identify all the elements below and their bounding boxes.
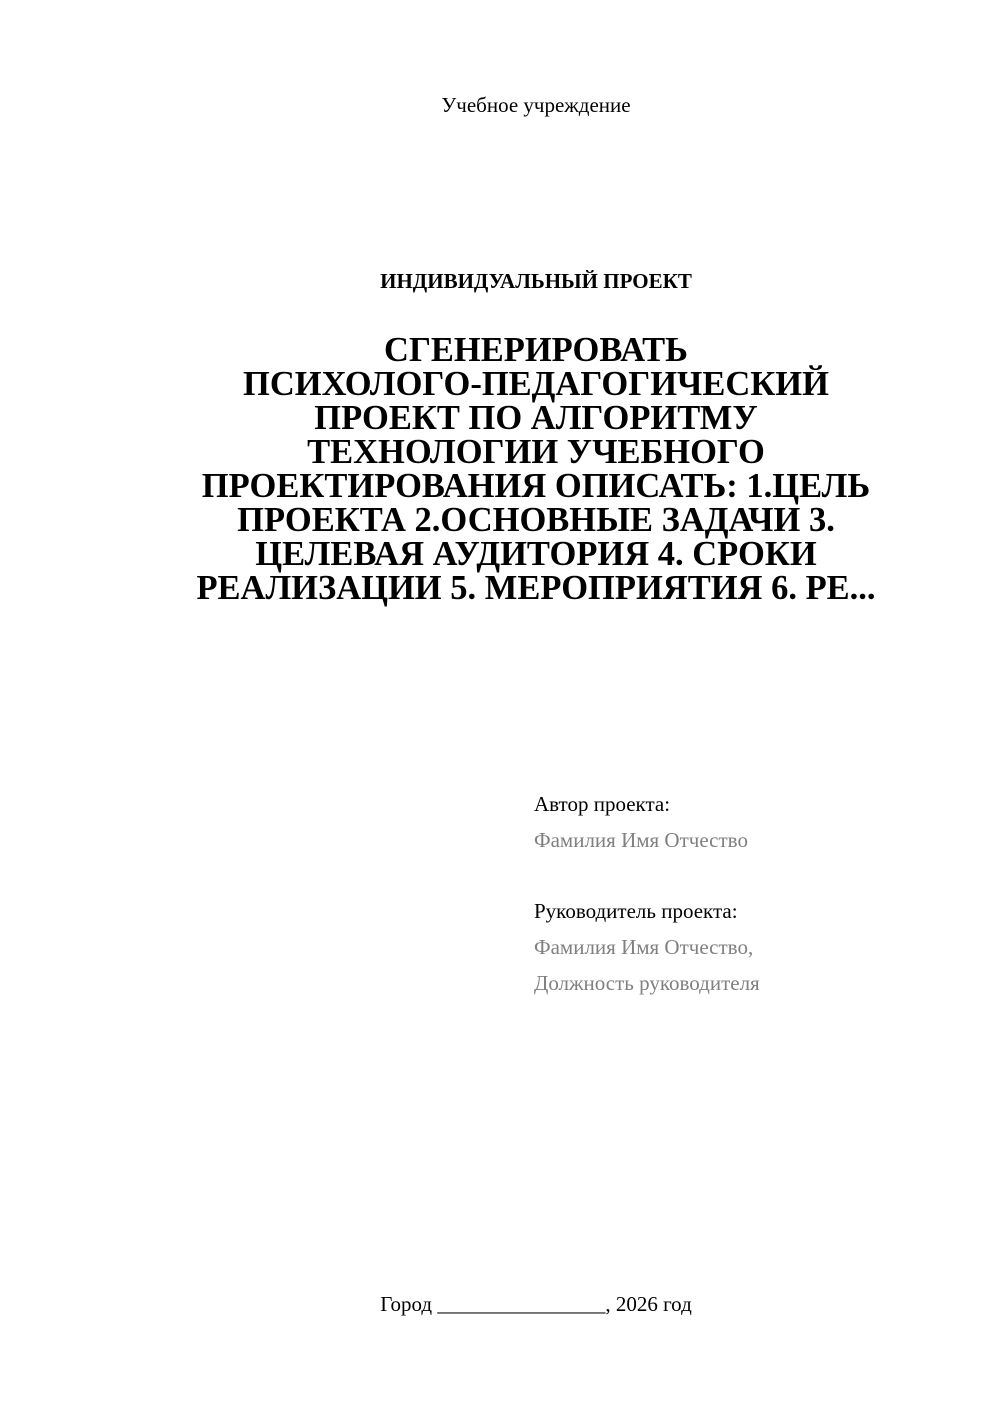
author-label: Автор проекта:	[534, 792, 671, 816]
city-year-footer: Город ________________, 2026 год	[380, 1292, 692, 1316]
topic-line: ПРОЕКТА 2.ОСНОВНЫЕ ЗАДАЧИ 3.	[237, 501, 835, 539]
topic-line: ПРОЕКТИРОВАНИЯ ОПИСАТЬ: 1.ЦЕЛЬ	[201, 467, 871, 505]
supervisor-block	[534, 893, 760, 1001]
project-topic	[140, 333, 932, 605]
topic-line: ПРОЕКТ ПО АЛГОРИТМУ	[314, 399, 758, 437]
topic-line: ЦЕЛЕВАЯ АУДИТОРИЯ 4. СРОКИ	[255, 535, 817, 573]
supervisor-label: Руководитель проекта:	[534, 899, 738, 923]
supervisor-position: Должность руководителя	[534, 971, 760, 995]
institution-name: Учебное учреждение	[441, 93, 631, 117]
author-name: Фамилия Имя Отчество	[534, 828, 748, 852]
topic-line: ПСИХОЛОГО-ПЕДАГОГИЧЕСКИЙ	[243, 365, 829, 403]
author-block	[534, 786, 748, 858]
topic-line: СГЕНЕРИРОВАТЬ	[384, 331, 688, 369]
supervisor-name: Фамилия Имя Отчество,	[534, 935, 754, 959]
document-type: ИНДИВИДУАЛЬНЫЙ ПРОЕКТ	[380, 269, 692, 293]
topic-line: РЕАЛИЗАЦИИ 5. МЕРОПРИЯТИЯ 6. РЕ...	[196, 569, 876, 607]
topic-line: ТЕХНОЛОГИИ УЧЕБНОГО	[307, 433, 765, 471]
